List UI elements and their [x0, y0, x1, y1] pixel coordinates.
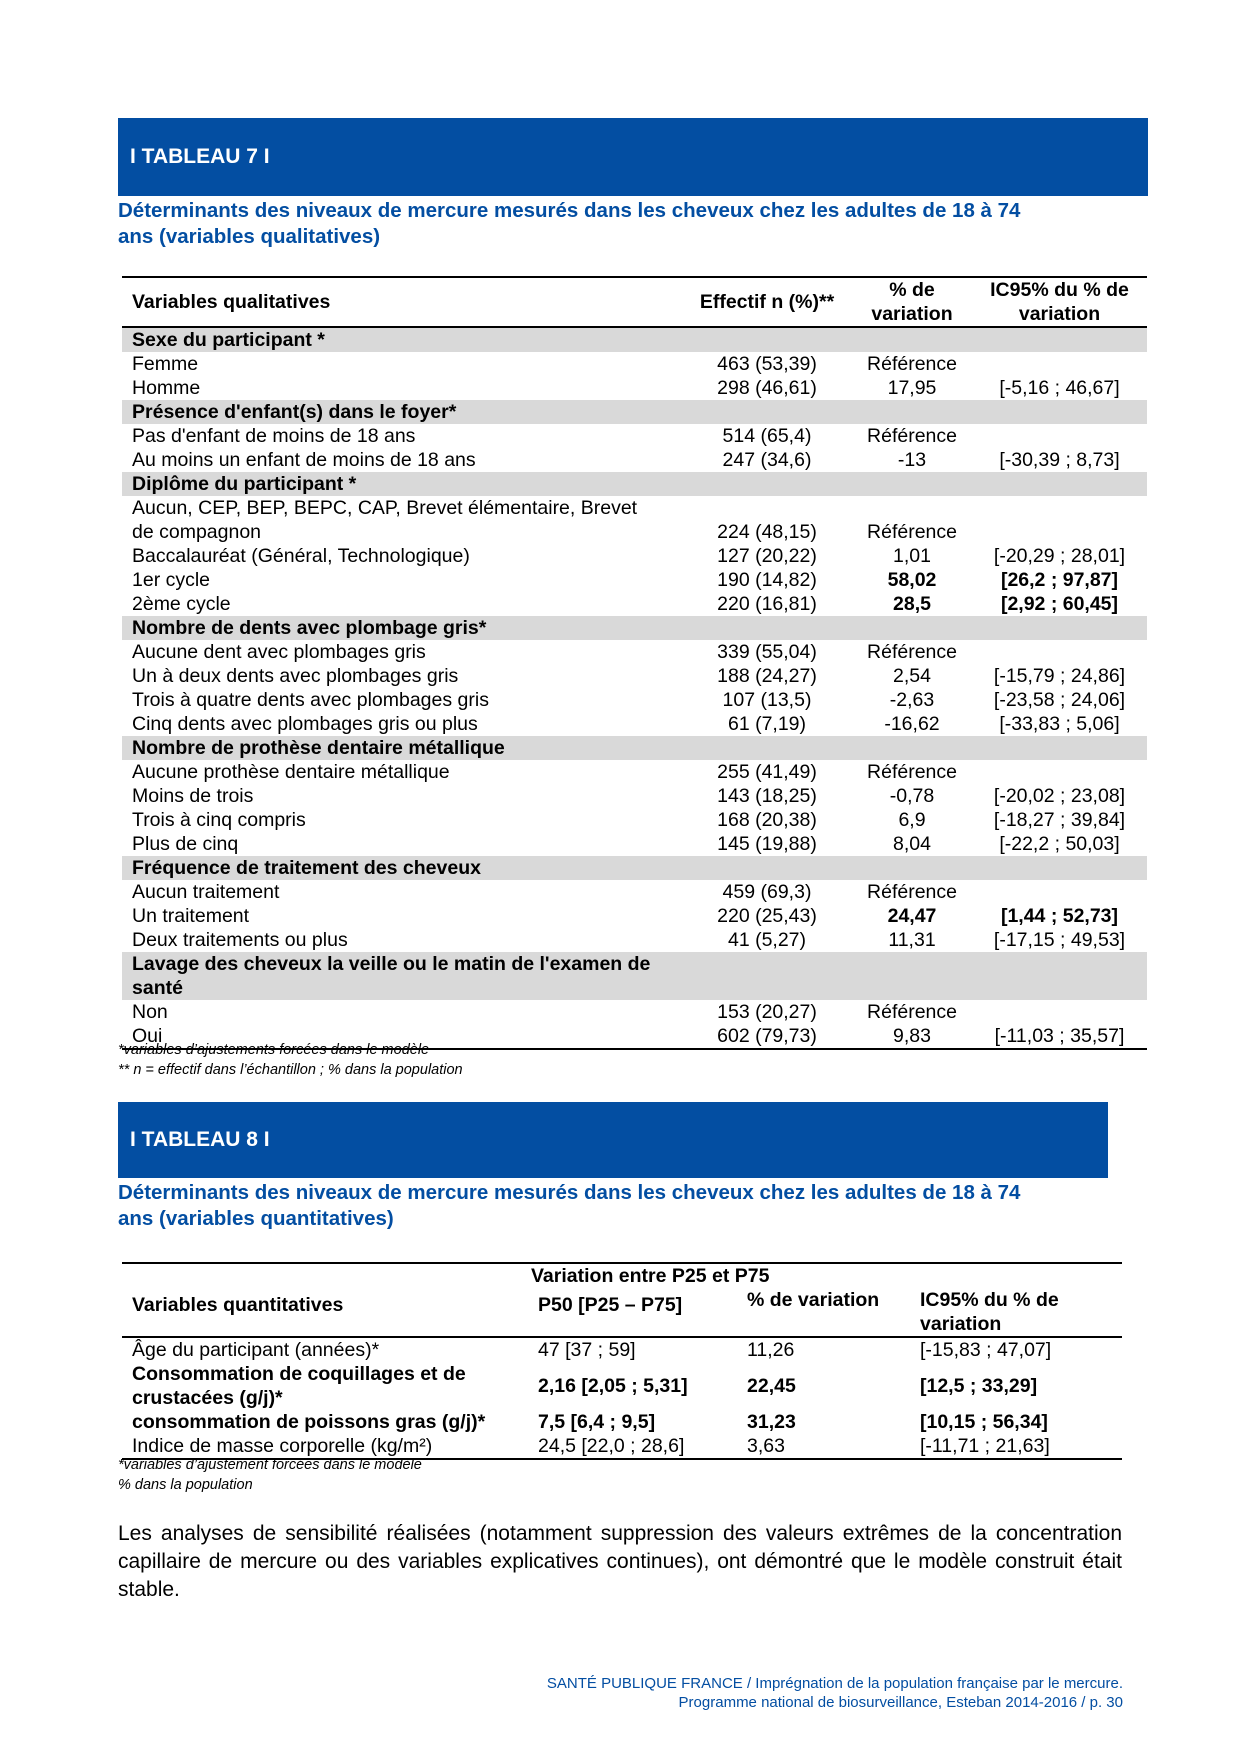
- footer-line1: SANTÉ PUBLIQUE FRANCE / Imprégnation de la population française par le mercure.: [546, 1675, 1123, 1692]
- t7-cell-ic: [-11,03 ; 35,57]: [994, 1025, 1125, 1047]
- t7-cell-pct: Référence: [867, 641, 957, 663]
- t7-group-title: Fréquence de traitement des cheveux: [122, 856, 682, 880]
- t7-cell-effectif: 339 (55,04): [717, 641, 817, 663]
- t7-cell-effectif: 247 (34,6): [722, 449, 812, 471]
- t7-cell-label: Aucune prothèse dentaire métallique: [132, 761, 450, 783]
- t8-cell-p50: 24,5 [22,0 ; 28,6]: [538, 1435, 685, 1457]
- t7-cell-label: Non: [132, 1001, 168, 1023]
- t7-cell-label: Plus de cinq: [132, 833, 239, 855]
- t7-cell-pct: 8,04: [893, 833, 931, 855]
- t7-data-row: [122, 568, 1147, 592]
- t7-cell-label: Au moins un enfant de moins de 18 ans: [132, 449, 476, 471]
- t8-cell-label: consommation de poissons gras (g/j)*: [132, 1411, 486, 1433]
- table7-caption-line1: Déterminants des niveaux de mercure mesurés dans les cheveux chez les adultes de 18 à 74: [118, 199, 1021, 222]
- t8-header-pct: % de variation: [745, 1288, 920, 1337]
- t7-cell-label: Trois à cinq compris: [132, 809, 306, 831]
- t7-group-fill: [682, 736, 1147, 760]
- t8-cell-p50: 47 [37 ; 59]: [538, 1339, 636, 1361]
- t8-cell-pct: 11,26: [747, 1339, 795, 1361]
- table7-banner: I TABLEAU 7 I: [118, 118, 1148, 196]
- t7-data-row: [122, 904, 1147, 928]
- t7-group-title: Présence d'enfant(s) dans le foyer*: [122, 400, 682, 424]
- t8-data-row: [122, 1362, 1122, 1410]
- t8-header-ic: IC95% du % de variation: [920, 1288, 1122, 1337]
- t8-cell-ic: [-11,71 ; 21,63]: [920, 1435, 1050, 1457]
- t7-cell-label: Homme: [132, 377, 201, 399]
- t7-group-row: [122, 327, 1147, 352]
- t7-cell-effectif: 224 (48,15): [717, 521, 817, 543]
- t7-cell-pct: 2,54: [893, 665, 931, 687]
- t7-cell-label: Pas d'enfant de moins de 18 ans: [132, 425, 416, 447]
- t7-cell-ic: [26,2 ; 97,87]: [1000, 569, 1119, 591]
- t7-cell-pct: 6,9: [898, 809, 926, 831]
- t7-cell-ic: [972, 352, 1147, 376]
- t7-data-row: [122, 376, 1147, 400]
- t7-cell-pct: -13: [897, 449, 927, 471]
- t7-cell-ic: [972, 760, 1147, 784]
- t8-cell-ic: [12,5 ; 33,29]: [920, 1375, 1038, 1397]
- t7-cell-effectif: 145 (19,88): [717, 833, 817, 855]
- t7-cell-pct: Référence: [867, 521, 957, 543]
- t7-cell-pct: 11,31: [888, 929, 936, 951]
- t7-cell-effectif: 127 (20,22): [717, 545, 817, 567]
- t7-note2: ** n = effectif dans l’échantillon ; % dans la population: [118, 1062, 463, 1078]
- t7-group-row: [122, 616, 1147, 640]
- t7-group-title: Sexe du participant *: [122, 327, 682, 352]
- t7-cell-effectif: 220 (16,81): [717, 593, 817, 615]
- t7-cell-ic: [1,44 ; 52,73]: [1000, 905, 1119, 927]
- t7-cell-pct: 58,02: [887, 569, 937, 591]
- sensitivity-paragraph: Les analyses de sensibilité réalisées (notamment suppression des valeurs extrêmes de la concentration capillaire de mercure ou des variables explicatives continues), ont démontré que le modèle construit était stable.: [118, 1522, 1122, 1601]
- t7-cell-ic: [-15,79 ; 24,86]: [993, 665, 1126, 687]
- t8-header-variables: Variables quantitatives: [122, 1288, 530, 1337]
- t7-cell-label: Trois à quatre dents avec plombages gris: [132, 689, 489, 711]
- t7-group-title: Lavage des cheveux la veille ou le matin de l'examen de santé: [122, 952, 682, 1000]
- t7-cell-label: Aucune dent avec plombages gris: [132, 641, 426, 663]
- t7-data-row: [122, 352, 1147, 376]
- t7-cell-ic: [-20,02 ; 23,08]: [993, 785, 1126, 807]
- t8-cell-label: Consommation de coquillages et de crustacées (g/j)*: [132, 1363, 466, 1409]
- t7-cell-pct: Référence: [867, 425, 957, 447]
- t7-cell-pct: -0,78: [889, 785, 935, 807]
- t7-cell-effectif: 168 (20,38): [717, 809, 817, 831]
- t7-header-effectif: Effectif n (%)**: [682, 277, 852, 327]
- t7-cell-effectif: 143 (18,25): [717, 785, 817, 807]
- t7-cell-pct: Référence: [867, 881, 957, 903]
- t8-cell-ic: [-15,83 ; 47,07]: [920, 1339, 1052, 1361]
- t7-cell-label: 1er cycle: [132, 569, 211, 591]
- t7-data-row: [122, 496, 1147, 544]
- t7-cell-pct: -16,62: [884, 713, 940, 735]
- t7-data-row: [122, 928, 1147, 952]
- t7-cell-pct: Référence: [867, 353, 957, 375]
- t7-cell-label: Aucun traitement: [132, 881, 280, 903]
- t7-cell-ic: [-23,58 ; 24,06]: [993, 689, 1126, 711]
- table7-body: [122, 327, 1147, 1049]
- t7-cell-pct: Référence: [867, 761, 957, 783]
- t7-header-pct: % de variation: [852, 277, 972, 327]
- t7-data-row: [122, 832, 1147, 856]
- footer-line2: Programme national de biosurveillance, Esteban 2014-2016 / p. 30: [678, 1694, 1123, 1711]
- t7-cell-ic: [-30,39 ; 8,73]: [999, 449, 1120, 471]
- t7-group-fill: [682, 856, 1147, 880]
- t7-group-row: [122, 472, 1147, 496]
- t7-group-fill: [682, 472, 1147, 496]
- t7-cell-ic: [972, 496, 1147, 544]
- t7-group-fill: [682, 400, 1147, 424]
- t8-cell-p50: 7,5 [6,4 ; 9,5]: [538, 1411, 656, 1433]
- t7-data-row: [122, 592, 1147, 616]
- t7-cell-effectif: 61 (7,19): [727, 713, 807, 735]
- t8-cell-label: Âge du participant (années)*: [132, 1339, 380, 1361]
- t7-cell-effectif: 41 (5,27): [727, 929, 807, 951]
- t7-cell-ic: [972, 424, 1147, 448]
- t8-header-p50: P50 [P25 – P75]: [530, 1288, 745, 1337]
- t7-cell-effectif: 459 (69,3): [722, 881, 812, 903]
- t7-data-row: [122, 640, 1147, 664]
- t7-cell-pct: 9,83: [893, 1025, 931, 1047]
- t7-cell-effectif: 255 (41,49): [717, 761, 817, 783]
- t7-cell-label: 2ème cycle: [132, 593, 231, 615]
- t8-cell-pct: 3,63: [747, 1435, 785, 1457]
- table7-caption-line2: ans (variables qualitatives): [118, 225, 381, 248]
- t7-cell-ic: [972, 880, 1147, 904]
- t7-cell-pct: Référence: [867, 1001, 957, 1023]
- footer: [547, 1674, 1123, 1712]
- t7-cell-label: Aucun, CEP, BEP, BEPC, CAP, Brevet élémentaire, Brevet de compagnon: [132, 497, 638, 543]
- table8-banner: I TABLEAU 8 I: [118, 1102, 1108, 1178]
- t7-cell-pct: 1,01: [893, 545, 931, 567]
- t7-data-row: [122, 424, 1147, 448]
- t7-data-row: [122, 760, 1147, 784]
- t7-data-row: [122, 808, 1147, 832]
- t7-cell-label: Oui: [132, 1025, 163, 1047]
- t7-group-row: [122, 952, 1147, 1000]
- t7-cell-pct: 28,5: [893, 593, 931, 615]
- t7-group-row: [122, 736, 1147, 760]
- t7-cell-effectif: 220 (25,43): [717, 905, 817, 927]
- t7-cell-label: Un à deux dents avec plombages gris: [132, 665, 459, 687]
- t7-cell-effectif: 514 (65,4): [722, 425, 812, 447]
- t7-group-fill: [682, 952, 1147, 1000]
- t7-cell-label: Baccalauréat (Général, Technologique): [132, 545, 470, 567]
- t8-note1: *variables d’ajustement forcées dans le modèle: [118, 1457, 422, 1473]
- t8-cell-pct: 22,45: [747, 1375, 796, 1397]
- t7-cell-label: Deux traitements ou plus: [132, 929, 348, 951]
- t7-cell-ic: [-17,15 ; 49,53]: [993, 929, 1126, 951]
- t7-cell-label: Un traitement: [132, 905, 250, 927]
- table8-caption-line1: Déterminants des niveaux de mercure mesurés dans les cheveux chez les adultes de 18 à 74: [118, 1181, 1021, 1204]
- t7-cell-ic: [-33,83 ; 5,06]: [999, 713, 1120, 735]
- t7-data-row: [122, 664, 1147, 688]
- t8-cell-p50: 2,16 [2,05 ; 5,31]: [538, 1375, 688, 1397]
- t7-cell-ic: [-18,27 ; 39,84]: [993, 809, 1126, 831]
- table8-body: [122, 1337, 1122, 1459]
- t7-data-row: [122, 712, 1147, 736]
- t7-cell-ic: [2,92 ; 60,45]: [1000, 593, 1119, 615]
- t7-group-row: [122, 856, 1147, 880]
- t7-cell-ic: [-5,16 ; 46,67]: [999, 377, 1120, 399]
- t7-cell-ic: [972, 1000, 1147, 1024]
- t7-cell-ic: [972, 640, 1147, 664]
- table8: [122, 1262, 1122, 1460]
- t8-cell-label: Indice de masse corporelle (kg/m²): [132, 1435, 433, 1457]
- t7-cell-pct: -2,63: [889, 689, 935, 711]
- t7-group-title: Nombre de dents avec plombage gris*: [122, 616, 682, 640]
- t8-cell-ic: [10,15 ; 56,34]: [920, 1411, 1048, 1433]
- t8-cell-pct: 31,23: [747, 1411, 796, 1433]
- t7-cell-ic: [-20,29 ; 28,01]: [993, 545, 1126, 567]
- t7-data-row: [122, 784, 1147, 808]
- t8-toprule-left: [122, 1263, 530, 1288]
- t7-group-title: Nombre de prothèse dentaire métallique: [122, 736, 682, 760]
- t7-group-fill: [682, 616, 1147, 640]
- t7-cell-pct: 24,47: [887, 905, 937, 927]
- t7-cell-effectif: 188 (24,27): [717, 665, 817, 687]
- t7-cell-effectif: 153 (20,27): [717, 1001, 817, 1023]
- table8-caption-line2: ans (variables quantitatives): [118, 1207, 394, 1230]
- t7-group-row: [122, 400, 1147, 424]
- t7-cell-pct: 17,95: [887, 377, 937, 399]
- t7-cell-ic: [-22,2 ; 50,03]: [999, 833, 1120, 855]
- t8-span-header: Variation entre P25 et P75: [530, 1263, 1122, 1288]
- t7-cell-label: Moins de trois: [132, 785, 254, 807]
- t8-data-row: [122, 1410, 1122, 1434]
- t7-header-variables: Variables qualitatives: [122, 277, 682, 327]
- t8-data-row: [122, 1337, 1122, 1362]
- t7-data-row: [122, 544, 1147, 568]
- t7-data-row: [122, 688, 1147, 712]
- table7: [122, 276, 1147, 1050]
- t7-header-ic: IC95% du % de variation: [972, 277, 1147, 327]
- t7-note1: *variables d’ajustements forcées dans le modèle: [118, 1042, 430, 1058]
- t8-note2: % dans la population: [118, 1477, 253, 1493]
- table8-caption: [118, 1180, 1158, 1232]
- table7-caption: [118, 198, 1158, 250]
- t7-cell-effectif: 190 (14,82): [717, 569, 817, 591]
- t7-cell-label: Cinq dents avec plombages gris ou plus: [132, 713, 478, 735]
- t7-data-row: [122, 448, 1147, 472]
- t7-cell-effectif: 602 (79,73): [717, 1025, 817, 1047]
- t7-cell-effectif: 298 (46,61): [717, 377, 817, 399]
- t7-cell-label: Femme: [132, 353, 199, 375]
- t7-cell-effectif: 463 (53,39): [717, 353, 817, 375]
- t7-data-row: [122, 1000, 1147, 1024]
- t7-group-title: Diplôme du participant *: [122, 472, 682, 496]
- t7-group-fill: [682, 327, 1147, 352]
- t7-cell-effectif: 107 (13,5): [722, 689, 812, 711]
- t7-data-row: [122, 880, 1147, 904]
